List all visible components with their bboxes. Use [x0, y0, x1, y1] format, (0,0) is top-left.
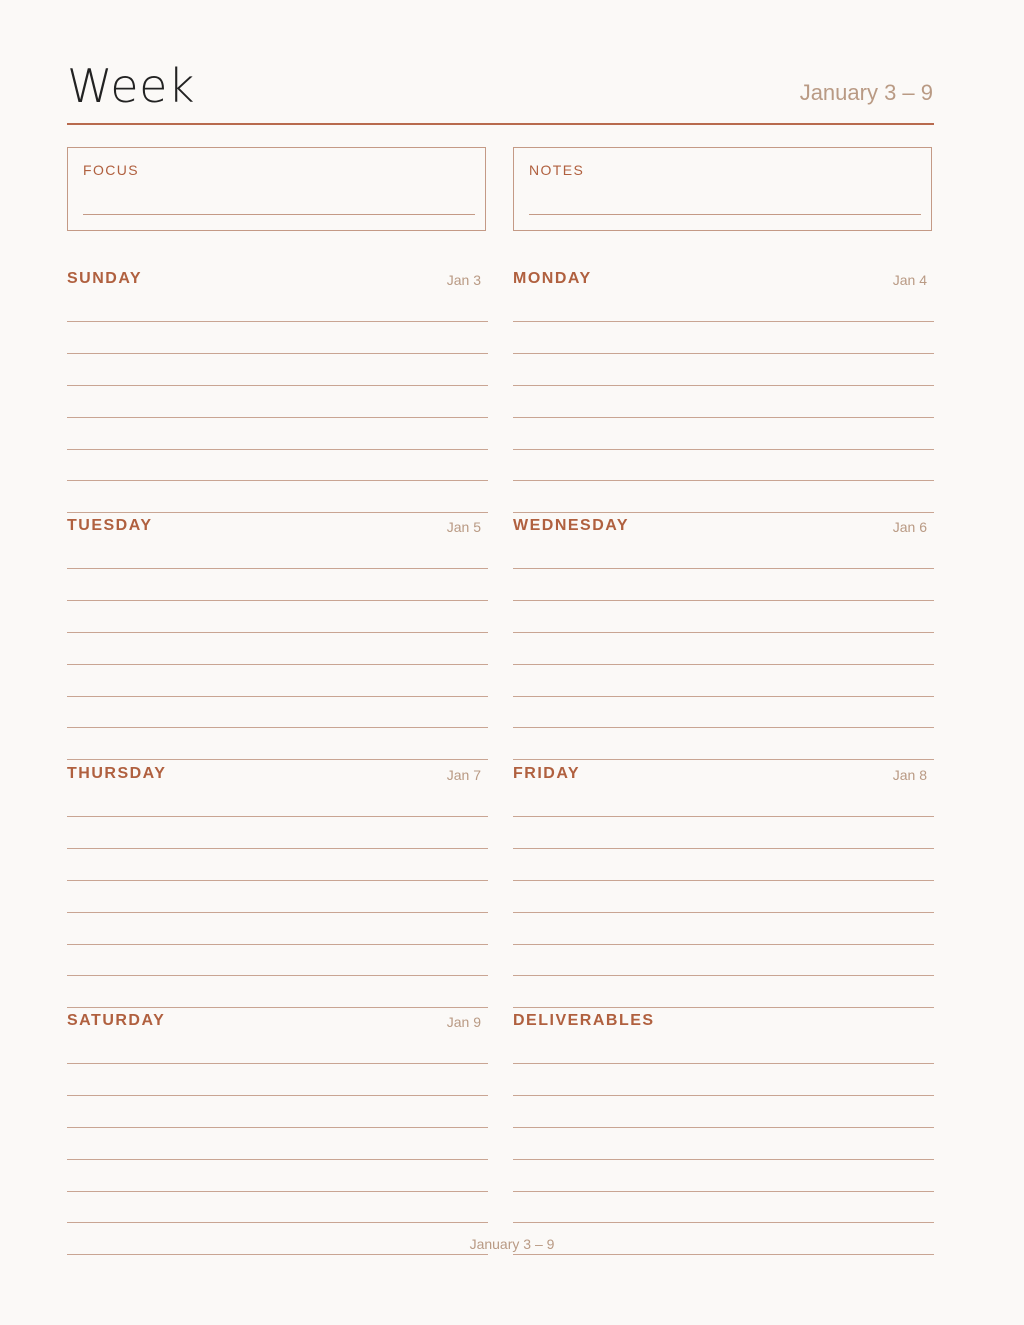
day-date: Jan 5	[446, 519, 481, 535]
footer-rule-right	[513, 1254, 934, 1255]
day-date: Jan 4	[892, 272, 927, 288]
writing-line[interactable]	[67, 512, 488, 513]
writing-line[interactable]	[67, 449, 488, 450]
day-title: WEDNESDAY	[513, 517, 630, 534]
writing-line[interactable]	[513, 1007, 934, 1008]
deliverables-title: DELIVERABLES	[513, 1012, 655, 1029]
focus-box[interactable]	[67, 147, 486, 231]
writing-line[interactable]	[67, 696, 488, 697]
day-title: TUESDAY	[67, 517, 153, 534]
writing-line[interactable]	[513, 664, 934, 665]
day-title: SUNDAY	[67, 270, 143, 287]
writing-line[interactable]	[513, 480, 934, 481]
notes-box[interactable]	[513, 147, 932, 231]
header-divider	[67, 123, 934, 125]
day-title: MONDAY	[513, 270, 592, 287]
writing-line[interactable]	[67, 880, 488, 881]
writing-line[interactable]	[67, 759, 488, 760]
writing-line[interactable]	[513, 848, 934, 849]
writing-line[interactable]	[513, 880, 934, 881]
writing-line[interactable]	[513, 1159, 934, 1160]
writing-line[interactable]	[67, 1222, 488, 1223]
writing-line[interactable]	[513, 353, 934, 354]
writing-line[interactable]	[67, 816, 488, 817]
day-title: SATURDAY	[67, 1012, 166, 1029]
focus-line	[83, 214, 475, 215]
focus-label: FOCUS	[83, 162, 139, 178]
day-date: Jan 9	[446, 1014, 481, 1030]
writing-line[interactable]	[67, 568, 488, 569]
writing-line[interactable]	[67, 727, 488, 728]
writing-line[interactable]	[67, 1127, 488, 1128]
writing-line[interactable]	[67, 975, 488, 976]
writing-line[interactable]	[513, 944, 934, 945]
page-title: Week	[67, 59, 196, 113]
writing-line[interactable]	[67, 385, 488, 386]
day-date: Jan 6	[892, 519, 927, 535]
writing-line[interactable]	[513, 912, 934, 913]
writing-line[interactable]	[513, 600, 934, 601]
writing-line[interactable]	[67, 944, 488, 945]
writing-line[interactable]	[67, 1007, 488, 1008]
day-title: THURSDAY	[67, 765, 167, 782]
writing-line[interactable]	[513, 449, 934, 450]
writing-line[interactable]	[67, 417, 488, 418]
week-date-range: January 3 – 9	[799, 80, 933, 105]
writing-line[interactable]	[513, 727, 934, 728]
writing-line[interactable]	[67, 1095, 488, 1096]
writing-line[interactable]	[67, 1191, 488, 1192]
writing-line[interactable]	[513, 1063, 934, 1064]
writing-line[interactable]	[513, 1191, 934, 1192]
writing-line[interactable]	[513, 417, 934, 418]
day-title: FRIDAY	[513, 765, 581, 782]
writing-line[interactable]	[67, 321, 488, 322]
writing-line[interactable]	[67, 664, 488, 665]
writing-line[interactable]	[67, 1159, 488, 1160]
writing-line[interactable]	[513, 975, 934, 976]
writing-line[interactable]	[513, 1222, 934, 1223]
writing-line[interactable]	[513, 568, 934, 569]
writing-line[interactable]	[67, 353, 488, 354]
writing-line[interactable]	[513, 759, 934, 760]
day-date: Jan 7	[446, 767, 481, 783]
writing-line[interactable]	[67, 480, 488, 481]
writing-line[interactable]	[513, 1127, 934, 1128]
footer-date-range: January 3 – 9	[469, 1236, 555, 1252]
writing-line[interactable]	[513, 696, 934, 697]
writing-line[interactable]	[67, 848, 488, 849]
day-date: Jan 8	[892, 767, 927, 783]
notes-label: NOTES	[529, 162, 585, 178]
writing-line[interactable]	[513, 816, 934, 817]
writing-line[interactable]	[513, 1095, 934, 1096]
day-date: Jan 3	[446, 272, 481, 288]
writing-line[interactable]	[67, 600, 488, 601]
footer-rule-left	[67, 1254, 488, 1255]
writing-line[interactable]	[513, 385, 934, 386]
writing-line[interactable]	[67, 912, 488, 913]
notes-line	[529, 214, 921, 215]
writing-line[interactable]	[67, 1063, 488, 1064]
writing-line[interactable]	[513, 512, 934, 513]
writing-line[interactable]	[513, 632, 934, 633]
writing-line[interactable]	[513, 321, 934, 322]
writing-line[interactable]	[67, 632, 488, 633]
